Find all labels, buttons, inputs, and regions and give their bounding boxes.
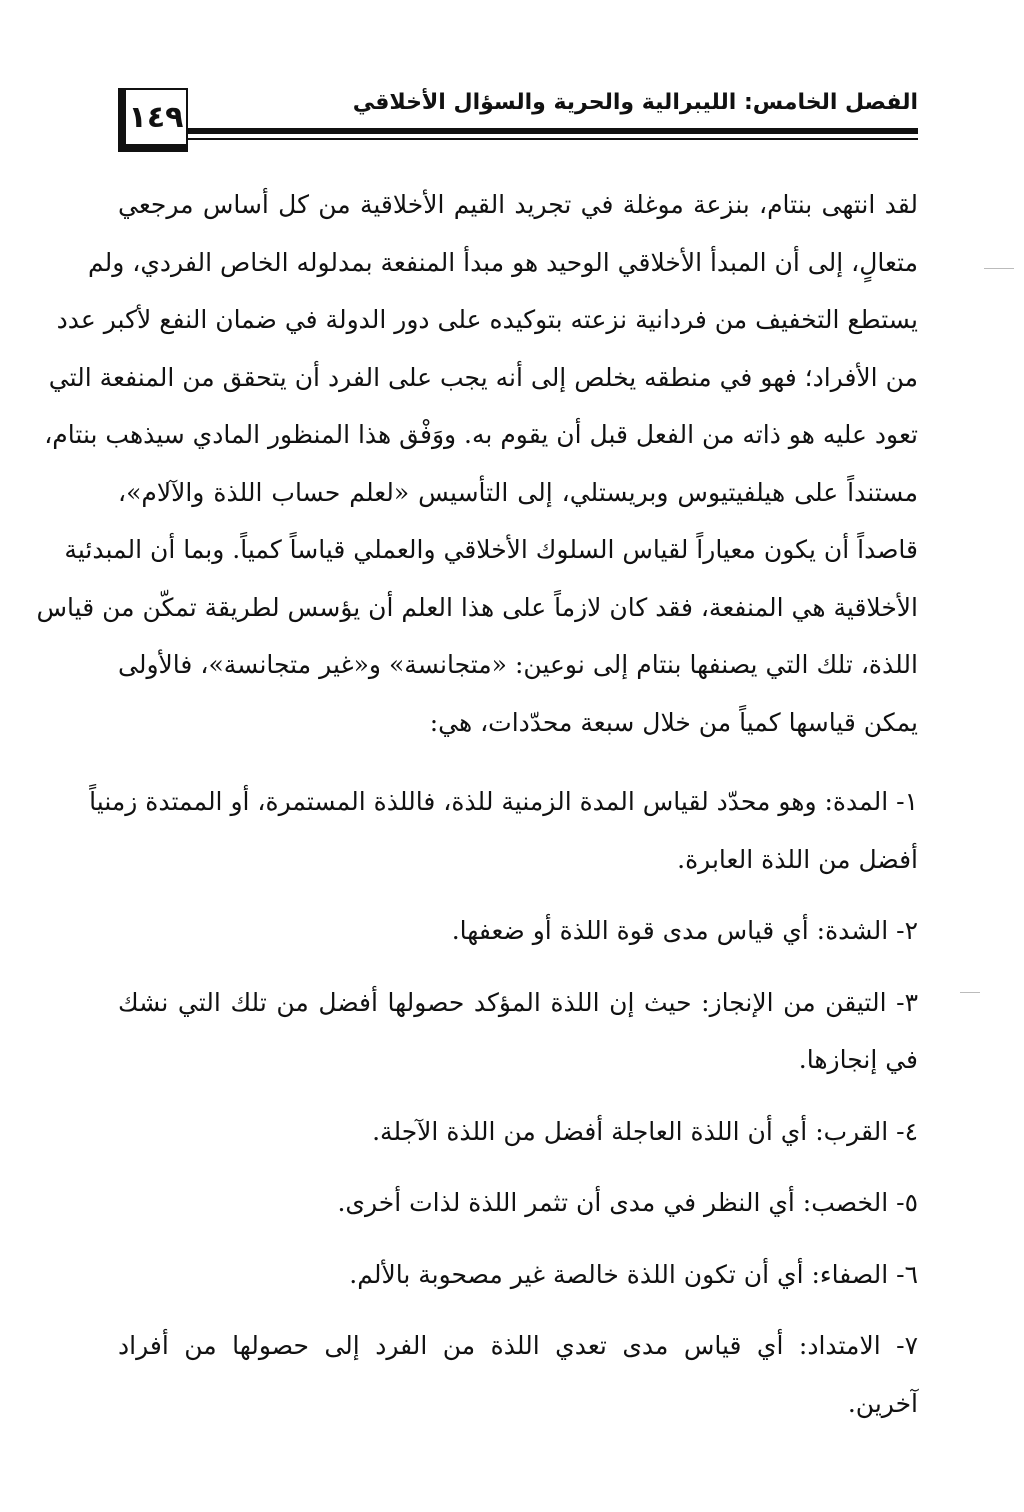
spacer — [118, 1160, 918, 1174]
criterion-line: ٥- الخصب: أي النظر في مدى أن تثمر اللذة لذات أخرى. — [337, 1188, 918, 1217]
criterion-line: آخرين. — [847, 1388, 918, 1418]
paragraph-line: الأخلاقية هي المنفعة، فقد كان لازماً على هذا العلم أن يؤسس لطريقة تمكّن من قياس — [36, 592, 918, 622]
scan-mark — [960, 992, 980, 993]
paragraph-line: يمكن قياسها كمياً من خلال سبعة محدّدات، هي: — [429, 707, 918, 737]
criterion-line: ٦- الصفاء: أي أن تكون اللذة خالصة غير مصحوبة بالألم. — [349, 1259, 918, 1289]
spacer — [118, 1232, 918, 1246]
paragraph-line: يستطع التخفيف من فردانية نزعته بتوكيده على دور الدولة في ضمان النفع لأكبر عدد — [56, 305, 918, 334]
criterion-item — [118, 1246, 918, 1304]
criterion-line: ٢- الشدة: أي قياس مدى قوة اللذة أو ضعفها. — [451, 916, 918, 945]
paragraph-line: مستنداً على هيلفيتيوس وبريستلي، إلى التأسيس «لعلم حساب اللذة والآلام»، — [118, 477, 918, 507]
running-header — [118, 88, 918, 168]
criterion-item — [118, 974, 918, 1089]
criterion-line: ٧- الامتداد: أي قياس مدى تعدي اللذة من الفرد إلى حصولها من أفراد — [118, 1331, 918, 1360]
body-text — [36, 176, 918, 1432]
criterion-line: في إنجازها. — [798, 1045, 918, 1074]
header-rule-thick — [188, 128, 918, 134]
criterion-line: أفضل من اللذة العابرة. — [677, 844, 918, 874]
criterion-item — [118, 1103, 918, 1161]
intro-paragraph — [36, 176, 918, 751]
criterion-line: ٣- التيقن من الإنجاز: حيث إن اللذة المؤكد حصولها أفضل من تلك التي نشك — [118, 987, 918, 1017]
criterion-item — [118, 1174, 918, 1232]
chapter-title: الفصل الخامس: الليبرالية والحرية والسؤال الأخلاقي — [352, 90, 918, 115]
spacer — [118, 888, 918, 902]
scan-mark — [984, 268, 1014, 269]
criterion-item — [118, 902, 918, 960]
spacer — [118, 1089, 918, 1103]
spacer — [118, 1303, 918, 1317]
spacer — [118, 751, 918, 773]
criterion-item — [118, 1317, 918, 1432]
paragraph-line: لقد انتهى بنتام، بنزعة موغلة في تجريد القيم الأخلاقية من كل أساس مرجعي — [118, 190, 918, 219]
header-rule-thin — [188, 138, 918, 140]
paragraph-line: قاصداً أن يكون معياراً لقياس السلوك الأخلاقي والعملي قياساً كمياً. وبما أن المبدئية — [64, 535, 918, 564]
criterion-line: ٤- القرب: أي أن اللذة العاجلة أفضل من اللذة الآجلة. — [372, 1116, 918, 1146]
criteria-list — [89, 773, 918, 1432]
paragraph-line: تعود عليه هو ذاته من الفعل قبل أن يقوم به. ووَفْق هذا المنظور المادي سيذهب بنتام، — [44, 420, 918, 449]
paragraph-line: متعالٍ، إلى أن المبدأ الأخلاقي الوحيد هو مبدأ المنفعة بمدلوله الخاص الفردي، ولم — [87, 247, 918, 277]
spacer — [118, 960, 918, 974]
criterion-line: ١- المدة: وهو محدّد لقياس المدة الزمنية للذة، فاللذة المستمرة، أو الممتدة زمنياً — [89, 787, 918, 816]
paragraph-line: اللذة، تلك التي يصنفها بنتام إلى نوعين: «متجانسة» و«غير متجانسة»، فالأولى — [118, 650, 918, 679]
paragraph-line: من الأفراد؛ فهو في منطقه يخلص إلى أنه يجب على الفرد أن يتحقق من المنفعة التي — [48, 362, 918, 392]
page-number: ١٤٩ — [118, 88, 188, 152]
criterion-item — [89, 773, 918, 888]
